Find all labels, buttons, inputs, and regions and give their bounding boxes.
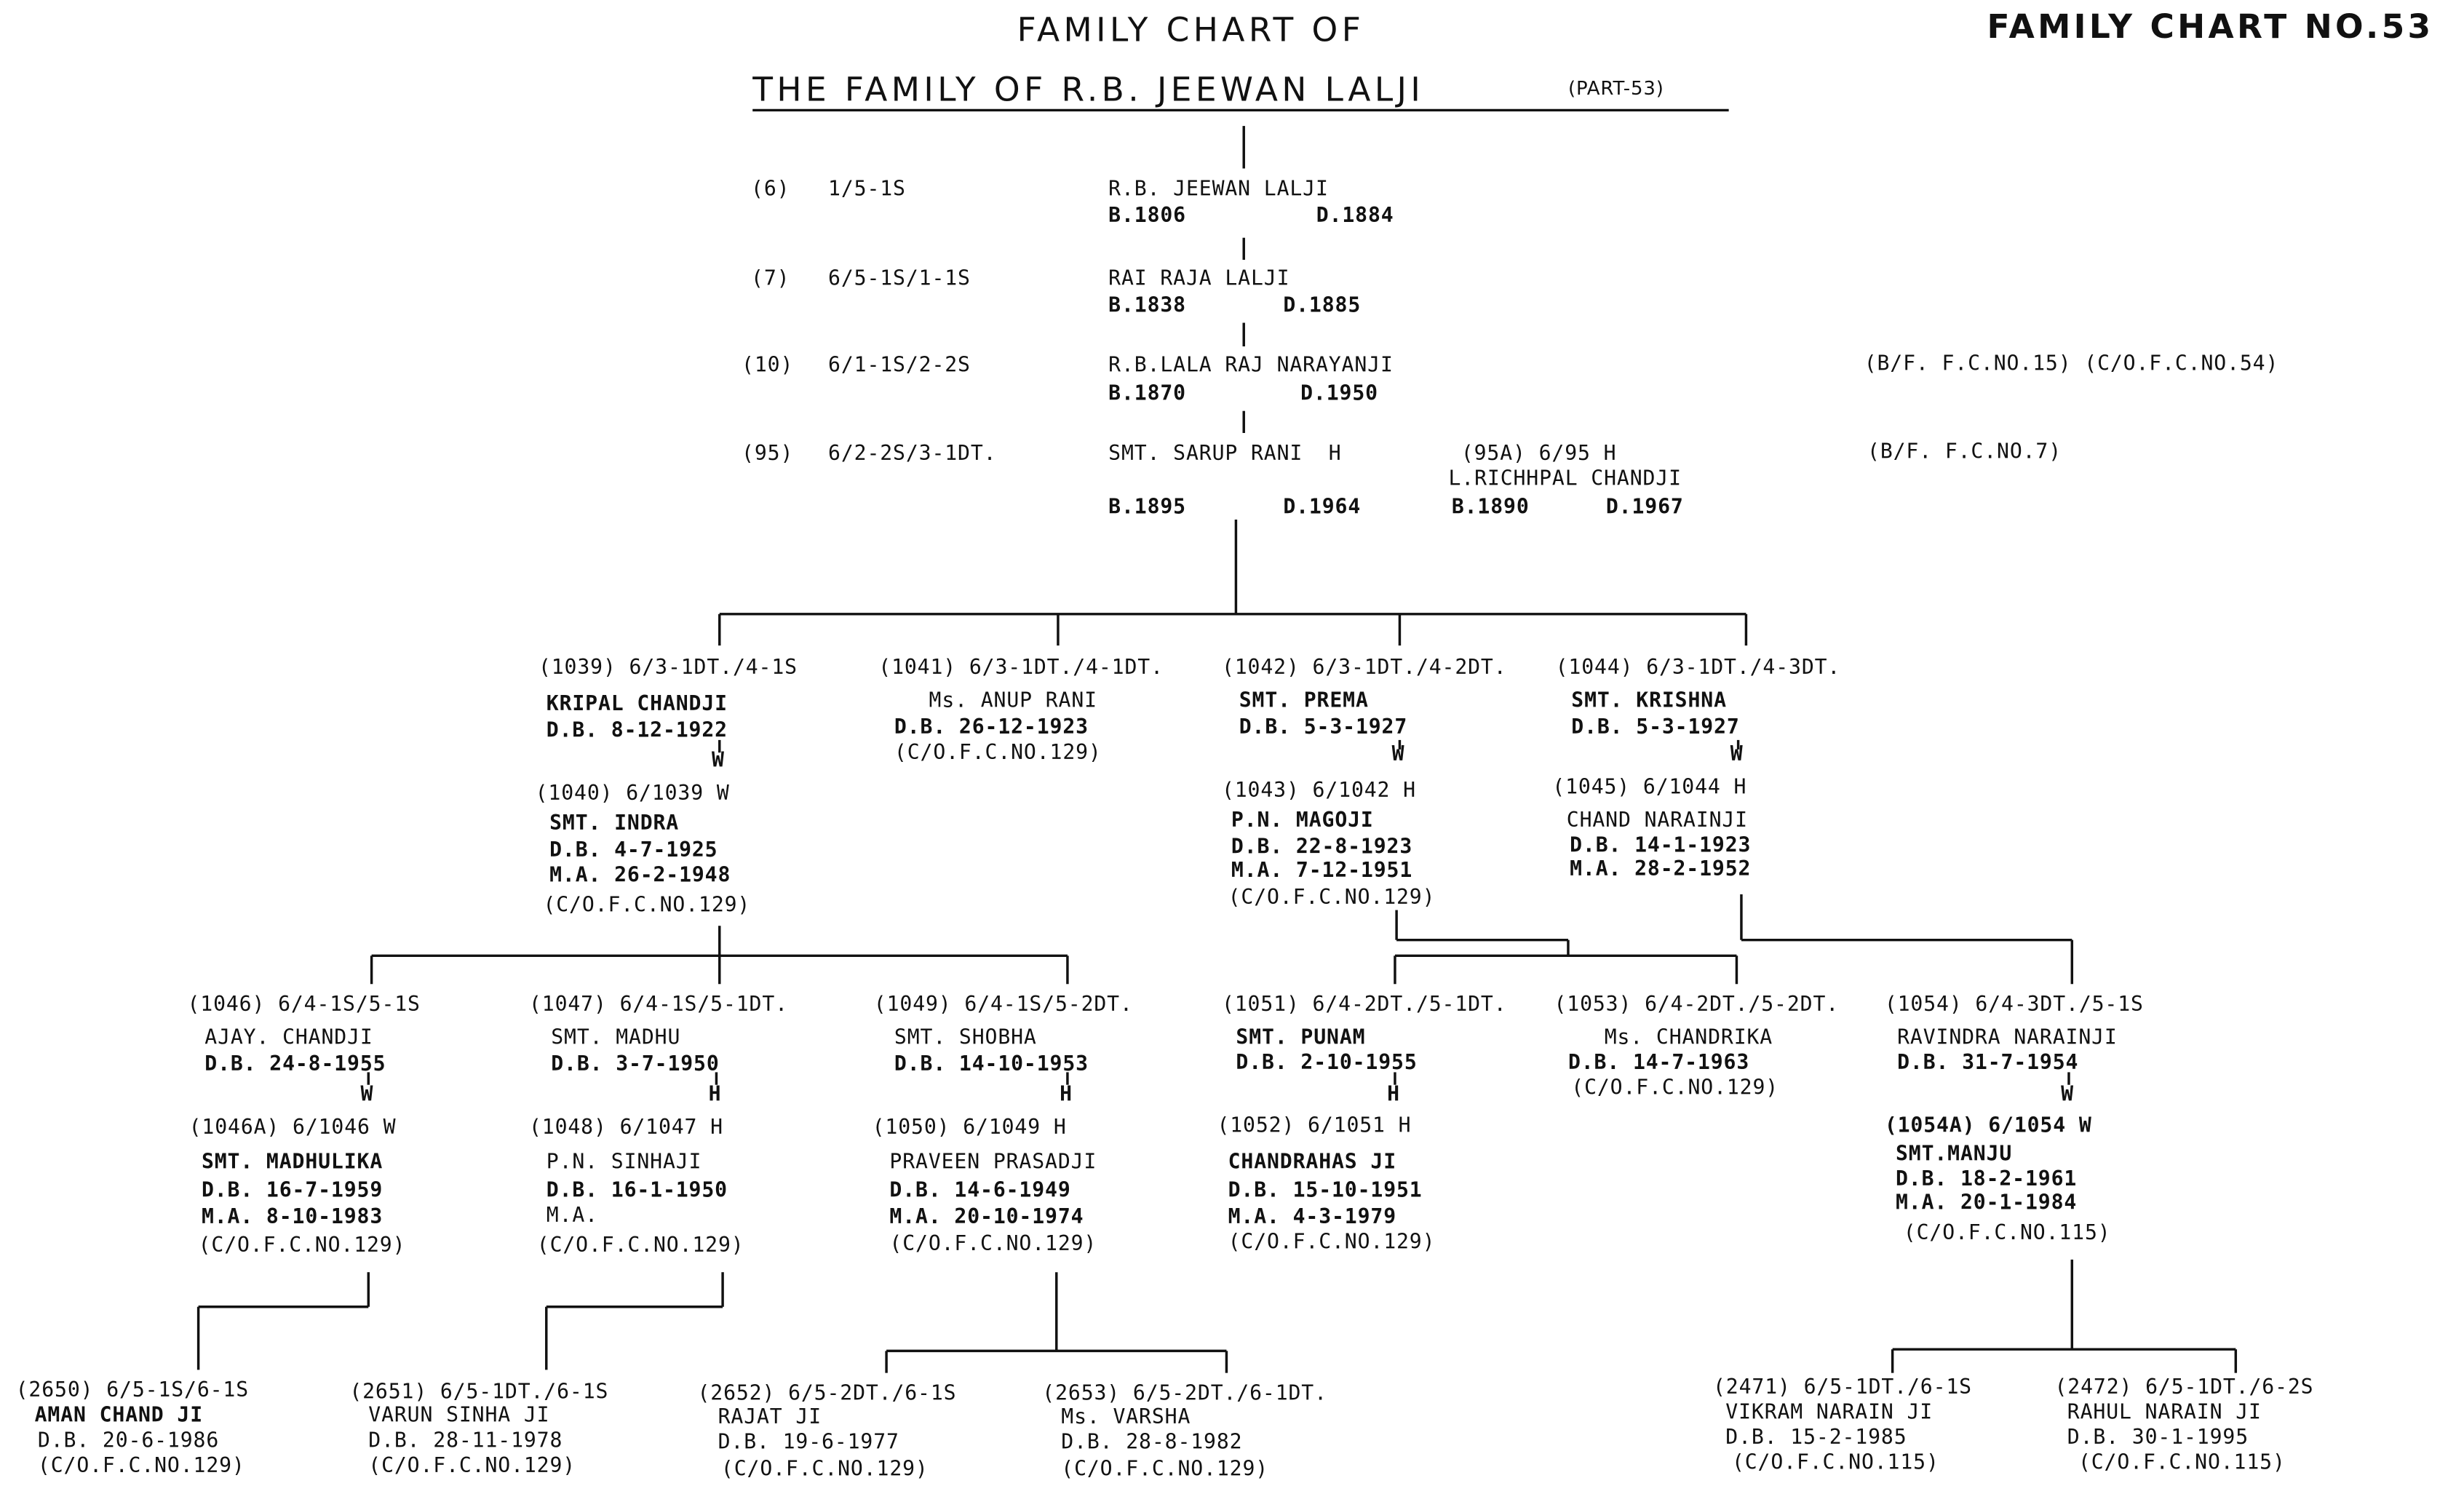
person-name: RAHUL NARAIN JI — [2067, 1401, 2262, 1426]
date-of-birth: D.B. 5-3-1927 — [1571, 716, 1740, 740]
care-of-ref: (C/O.F.C.NO.129) — [1571, 1076, 1779, 1101]
entry-code: 6/1-1S/2-2S — [828, 354, 971, 378]
date-of-birth: D.B. 15-10-1951 — [1228, 1179, 1423, 1203]
date-of-birth: D.B. 14-1-1923 — [1570, 834, 1752, 859]
person-name: SMT. PREMA — [1239, 689, 1369, 714]
date-of-birth: D.B. 28-8-1982 — [1061, 1431, 1243, 1455]
care-of-ref: (C/O.F.C.NO.129) — [543, 894, 751, 918]
entry-header: (1049) 6/4-1S/5-2DT. — [873, 993, 1133, 1017]
person-name: AMAN CHAND JI — [34, 1404, 204, 1429]
person-name: CHANDRAHAS JI — [1228, 1151, 1397, 1175]
care-of-ref: (C/O.F.C.NO.115) — [1731, 1451, 1939, 1476]
marriage-link: W — [711, 749, 725, 774]
birth-year: B.1895 — [1108, 496, 1187, 520]
marriage-date: M.A. 4-3-1979 — [1228, 1206, 1397, 1230]
marriage-date: M.A. 28-2-1952 — [1570, 858, 1752, 882]
date-of-birth: D.B. 14-6-1949 — [889, 1179, 1071, 1203]
entry-header: (1048) 6/1047 H — [528, 1116, 723, 1140]
person-name: R.B.LALA RAJ NARAYANJI — [1108, 354, 1394, 378]
death-year: D.1884 — [1316, 204, 1394, 229]
spouse-death-year: D.1967 — [1605, 496, 1684, 520]
person-name: Ms. CHANDRIKA — [1604, 1026, 1773, 1051]
marriage-link: H — [1387, 1083, 1400, 1108]
person-name: SMT. INDRA — [549, 812, 680, 836]
marriage-date: M.A. 26-2-1948 — [549, 864, 731, 889]
entry-header: (1046) 6/4-1S/5-1S — [187, 993, 421, 1017]
entry-header: (1052) 6/1051 H — [1217, 1114, 1412, 1139]
entry-header: (1039) 6/3-1DT./4-1S — [538, 656, 798, 680]
death-year: D.1950 — [1300, 382, 1378, 407]
person-name: Ms. VARSHA — [1061, 1406, 1191, 1430]
date-of-birth: D.B. 14-10-1953 — [894, 1053, 1089, 1077]
person-name: P.N. MAGOJI — [1231, 809, 1374, 833]
entry-header: (2471) 6/5-1DT./6-1S — [1712, 1375, 1973, 1400]
date-of-birth: D.B. 14-7-1963 — [1567, 1052, 1750, 1076]
person-name: VIKRAM NARAIN JI — [1725, 1401, 1934, 1426]
person-name: SMT.MANJU — [1895, 1143, 2013, 1167]
person-name: SMT. PUNAM — [1236, 1026, 1366, 1051]
marriage-link: H — [1060, 1083, 1073, 1108]
entry-number: (95) — [742, 442, 794, 466]
entry-header: (2472) 6/5-1DT./6-2S — [2054, 1375, 2314, 1400]
birth-year: B.1838 — [1108, 294, 1187, 319]
marriage-date: M.A. 7-12-1951 — [1231, 859, 1413, 883]
person-name: SMT. KRISHNA — [1571, 689, 1727, 714]
date-of-birth: D.B. 20-6-1986 — [37, 1429, 220, 1454]
marriage-link: W — [360, 1083, 374, 1108]
chart-part: (PART-53) — [1567, 77, 1664, 100]
spouse-birth-year: B.1890 — [1451, 496, 1530, 520]
death-year: D.1885 — [1283, 294, 1362, 319]
birth-year: B.1806 — [1108, 204, 1187, 229]
date-of-birth: D.B. 26-12-1923 — [894, 716, 1089, 740]
person-name: PRAVEEN PRASADJI — [889, 1151, 1097, 1175]
person-name: RAI RAJA LALJI — [1108, 267, 1290, 292]
person-name: RAJAT JI — [718, 1406, 822, 1430]
date-of-birth: D.B. 16-1-1950 — [546, 1179, 728, 1203]
entry-header: (1041) 6/3-1DT./4-1DT. — [878, 656, 1164, 680]
chart-title-line2: THE FAMILY OF R.B. JEEWAN LALJI — [752, 71, 1425, 109]
entry-header: (1040) 6/1039 W — [535, 782, 730, 806]
entry-header: (1047) 6/4-1S/5-1DT. — [528, 993, 788, 1017]
person-name: AJAY. CHANDJI — [204, 1026, 373, 1051]
date-of-birth: D.B. 16-7-1959 — [201, 1179, 383, 1203]
care-of-ref: (C/O.F.C.NO.129) — [1228, 886, 1436, 910]
date-of-birth: D.B. 24-8-1955 — [204, 1053, 386, 1077]
entry-header: (1050) 6/1049 H — [872, 1116, 1067, 1140]
spouse-code: (95A) 6/95 H — [1460, 442, 1617, 466]
person-name: KRIPAL CHANDJI — [546, 692, 728, 717]
care-of-ref: (C/O.F.C.NO.129) — [889, 1233, 1097, 1257]
entry-number: (6) — [751, 178, 790, 202]
date-of-birth: D.B. 3-7-1950 — [551, 1053, 720, 1077]
entry-code: 1/5-1S — [828, 178, 906, 202]
care-of-ref: (C/O.F.C.NO.129) — [368, 1455, 576, 1479]
entry-header: (1054A) 6/1054 W — [1884, 1114, 2092, 1139]
person-name: R.B. JEEWAN LALJI — [1108, 178, 1329, 202]
entry-header: (2651) 6/5-1DT./6-1S — [349, 1380, 609, 1404]
entry-header: (1051) 6/4-2DT./5-1DT. — [1221, 993, 1507, 1017]
person-name: SMT. SHOBHA — [894, 1026, 1037, 1051]
cross-reference: (B/F. F.C.NO.7) — [1867, 440, 2062, 465]
date-of-birth: D.B. 5-3-1927 — [1239, 716, 1408, 740]
care-of-ref: (C/O.F.C.NO.129) — [536, 1234, 744, 1258]
entry-header: (1044) 6/3-1DT./4-3DT. — [1555, 656, 1841, 680]
person-name: SMT. SARUP RANI H — [1108, 442, 1342, 466]
spouse-name: L.RICHHPAL CHANDJI — [1448, 467, 1682, 492]
date-of-birth: D.B. 31-7-1954 — [1897, 1052, 2079, 1076]
date-of-birth: D.B. 30-1-1995 — [2067, 1426, 2249, 1450]
date-of-birth: D.B. 22-8-1923 — [1231, 835, 1413, 860]
entry-header: (1053) 6/4-2DT./5-2DT. — [1554, 993, 1840, 1017]
marriage-date: M.A. — [546, 1204, 598, 1228]
entry-code: 6/5-1S/1-1S — [828, 267, 971, 292]
person-name: P.N. SINHAJI — [546, 1151, 702, 1175]
birth-year: B.1870 — [1108, 382, 1187, 407]
date-of-birth: D.B. 28-11-1978 — [368, 1429, 563, 1454]
entry-header: (2652) 6/5-2DT./6-1S — [697, 1382, 957, 1407]
entry-header: (1042) 6/3-1DT./4-2DT. — [1221, 656, 1507, 680]
entry-number: (10) — [742, 354, 794, 378]
marriage-link: W — [2061, 1083, 2074, 1108]
care-of-ref: (C/O.F.C.NO.129) — [198, 1234, 406, 1258]
entry-header: (2653) 6/5-2DT./6-1DT. — [1042, 1382, 1327, 1407]
date-of-birth: D.B. 4-7-1925 — [549, 839, 718, 863]
care-of-ref: (C/O.F.C.NO.115) — [1903, 1221, 2111, 1246]
entry-number: (7) — [751, 267, 790, 292]
entry-header: (1045) 6/1044 H — [1552, 776, 1747, 800]
entry-header: (1054) 6/4-3DT./5-1S — [1884, 993, 2144, 1017]
marriage-date: M.A. 8-10-1983 — [201, 1206, 383, 1230]
care-of-ref: (C/O.F.C.NO.115) — [2078, 1451, 2286, 1476]
death-year: D.1964 — [1283, 496, 1362, 520]
cross-reference: (B/F. F.C.NO.15) (C/O.F.C.NO.54) — [1864, 352, 2279, 377]
date-of-birth: D.B. 2-10-1955 — [1236, 1052, 1418, 1076]
care-of-ref: (C/O.F.C.NO.129) — [894, 742, 1102, 766]
person-name: VARUN SINHA JI — [368, 1404, 550, 1429]
entry-header: (1046A) 6/1046 W — [188, 1116, 397, 1140]
care-of-ref: (C/O.F.C.NO.129) — [720, 1458, 929, 1482]
date-of-birth: D.B. 18-2-1961 — [1895, 1168, 2078, 1192]
entry-code: 6/2-2S/3-1DT. — [828, 442, 997, 466]
marriage-link: W — [1730, 743, 1744, 767]
person-name: Ms. ANUP RANI — [929, 689, 1097, 714]
chart-title-line1: FAMILY CHART OF — [1017, 11, 1365, 49]
marriage-link: H — [708, 1083, 722, 1108]
person-name: SMT. MADHU — [551, 1026, 681, 1051]
person-name: CHAND NARAINJI — [1566, 809, 1749, 833]
care-of-ref: (C/O.F.C.NO.129) — [37, 1455, 245, 1479]
care-of-ref: (C/O.F.C.NO.129) — [1228, 1231, 1436, 1255]
marriage-date: M.A. 20-10-1974 — [889, 1206, 1084, 1230]
date-of-birth: D.B. 19-6-1977 — [718, 1431, 899, 1455]
marriage-link: W — [1391, 743, 1405, 767]
marriage-date: M.A. 20-1-1984 — [1895, 1191, 2078, 1216]
chart-number: FAMILY CHART NO.53 — [1987, 7, 2434, 46]
entry-header: (1043) 6/1042 H — [1221, 779, 1416, 803]
entry-header: (2650) 6/5-1S/6-1S — [15, 1379, 250, 1403]
person-name: RAVINDRA NARAINJI — [1897, 1026, 2118, 1051]
care-of-ref: (C/O.F.C.NO.129) — [1061, 1458, 1269, 1482]
date-of-birth: D.B. 15-2-1985 — [1725, 1426, 1907, 1450]
date-of-birth: D.B. 8-12-1922 — [546, 719, 728, 744]
person-name: SMT. MADHULIKA — [201, 1151, 383, 1175]
